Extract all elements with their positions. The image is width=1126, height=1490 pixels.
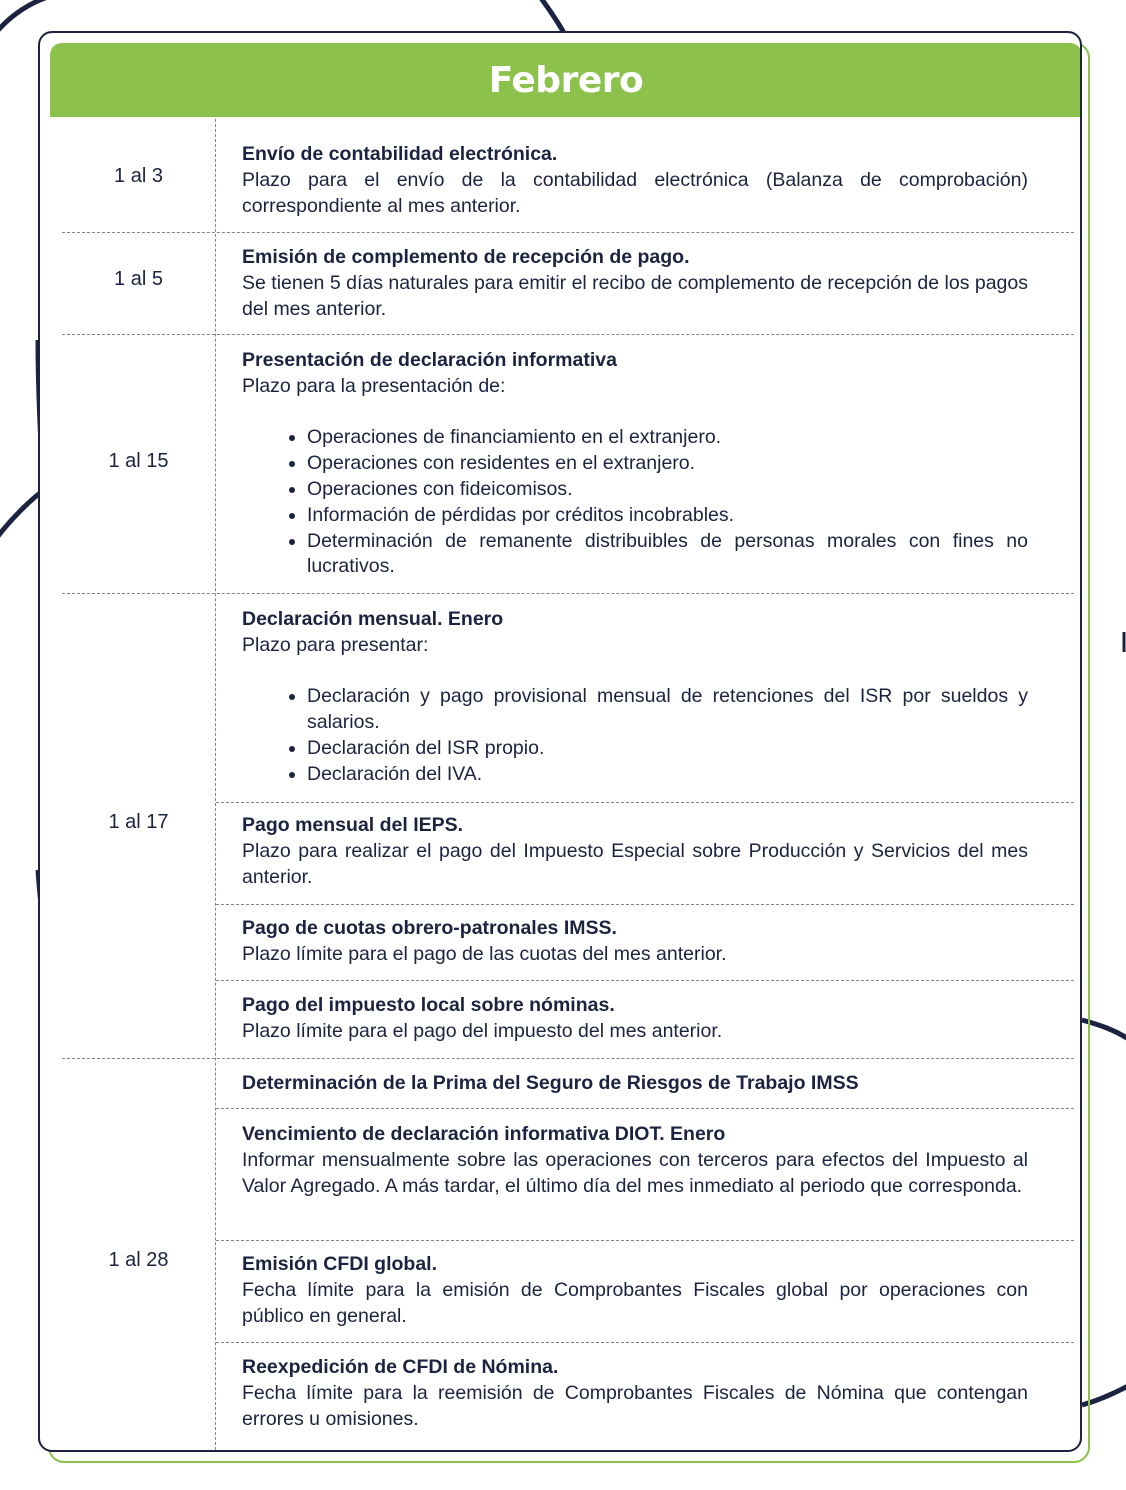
list-item: • Operaciones con residentes en el extranjero. bbox=[307, 451, 1028, 477]
date-label: 1 al 3 bbox=[114, 165, 163, 187]
calendar-entry bbox=[242, 916, 1028, 968]
row-divider bbox=[62, 1058, 1074, 1059]
date-label: 1 al 28 bbox=[108, 1249, 169, 1271]
entry-description: Plazo para realizar el pago del Impuesto Especial sobre Producción y Servicios del mes anterior. bbox=[242, 839, 1028, 888]
entry-title: Pago de cuotas obrero-patronales IMSS. bbox=[242, 917, 617, 939]
calendar-entry bbox=[242, 607, 1028, 788]
bullet-list bbox=[242, 425, 1028, 580]
list-item: • Información de pérdidas por créditos incobrables. bbox=[307, 503, 1028, 529]
entry-title: Emisión de complemento de recepción de pago. bbox=[242, 246, 690, 268]
list-item: • Determinación de remanente distribuibles de personas morales con fines no lucrativos. bbox=[307, 529, 1028, 581]
entry-description: Plazo para presentar: bbox=[242, 633, 429, 656]
column-divider bbox=[215, 119, 216, 1450]
entry-title: Envío de contabilidad electrónica. bbox=[242, 143, 558, 165]
entry-title: Reexpedición de CFDI de Nómina. bbox=[242, 1356, 559, 1378]
list-item: • Declaración y pago provisional mensual de retenciones del ISR por sueldos y salarios. bbox=[307, 684, 1028, 736]
calendar-entry bbox=[242, 1355, 1028, 1432]
calendar-entry bbox=[242, 1122, 1028, 1199]
entry-description: Plazo para el envío de la contabilidad electrónica (Balanza de comprobación) correspondiente al mes anterior. bbox=[242, 168, 1028, 217]
entry-title: Pago mensual del IEPS. bbox=[242, 814, 464, 836]
calendar-entry bbox=[242, 1071, 1028, 1097]
entry-title: Presentación de declaración informativa bbox=[242, 349, 617, 371]
entry-description: Informar mensualmente sobre las operaciones con terceros para efectos del Impuesto al Valor Agregado. A más tardar, el último día del mes inmediato al periodo que corresponda. bbox=[242, 1148, 1028, 1197]
item-divider bbox=[216, 1108, 1074, 1109]
entry-title: Pago del impuesto local sobre nóminas. bbox=[242, 994, 615, 1016]
calendar-entry bbox=[242, 245, 1028, 322]
date-label: 1 al 5 bbox=[114, 268, 163, 290]
item-divider bbox=[216, 904, 1074, 905]
month-title: Febrero bbox=[488, 59, 644, 101]
entry-title: Vencimiento de declaración informativa DIOT. Enero bbox=[242, 1123, 726, 1145]
item-divider bbox=[216, 802, 1074, 803]
entry-title: Emisión CFDI global. bbox=[242, 1253, 438, 1275]
list-item: • Operaciones con fideicomisos. bbox=[307, 477, 1028, 503]
list-item: • Declaración del ISR propio. bbox=[307, 736, 1028, 762]
date-label: 1 al 17 bbox=[108, 811, 169, 833]
calendar-entry bbox=[242, 813, 1028, 890]
row-divider bbox=[62, 334, 1074, 335]
calendar-entry bbox=[242, 142, 1028, 219]
entry-description: Plazo límite para el pago de las cuotas del mes anterior. bbox=[242, 942, 727, 965]
entry-description: Se tienen 5 días naturales para emitir el recibo de complemento de recepción de los pagos del mes anterior. bbox=[242, 271, 1028, 320]
bullet-list bbox=[242, 684, 1028, 787]
date-label: 1 al 15 bbox=[108, 450, 169, 472]
entry-description: Fecha límite para la emisión de Comprobantes Fiscales global por operaciones con público en general. bbox=[242, 1278, 1028, 1327]
entry-description: Fecha límite para la reemisión de Comprobantes Fiscales de Nómina que contengan errores u omisiones. bbox=[242, 1381, 1028, 1430]
calendar-entry bbox=[242, 1252, 1028, 1329]
list-item: • Operaciones de financiamiento en el extranjero. bbox=[307, 425, 1028, 451]
list-item: • Declaración del IVA. bbox=[307, 762, 1028, 788]
calendar-entry bbox=[242, 993, 1028, 1045]
calendar-entry bbox=[242, 348, 1028, 580]
item-divider bbox=[216, 1342, 1074, 1343]
row-divider bbox=[62, 232, 1074, 233]
entry-title: Declaración mensual. Enero bbox=[242, 608, 504, 630]
calendar-card bbox=[38, 31, 1082, 1452]
month-header bbox=[50, 43, 1082, 117]
row-divider bbox=[62, 593, 1074, 594]
item-divider bbox=[216, 1240, 1074, 1241]
entry-description: Plazo para la presentación de: bbox=[242, 374, 506, 397]
entry-title: Determinación de la Prima del Seguro de Riesgos de Trabajo IMSS bbox=[242, 1072, 859, 1094]
entry-description: Plazo límite para el pago del impuesto del mes anterior. bbox=[242, 1019, 723, 1042]
item-divider bbox=[216, 980, 1074, 981]
